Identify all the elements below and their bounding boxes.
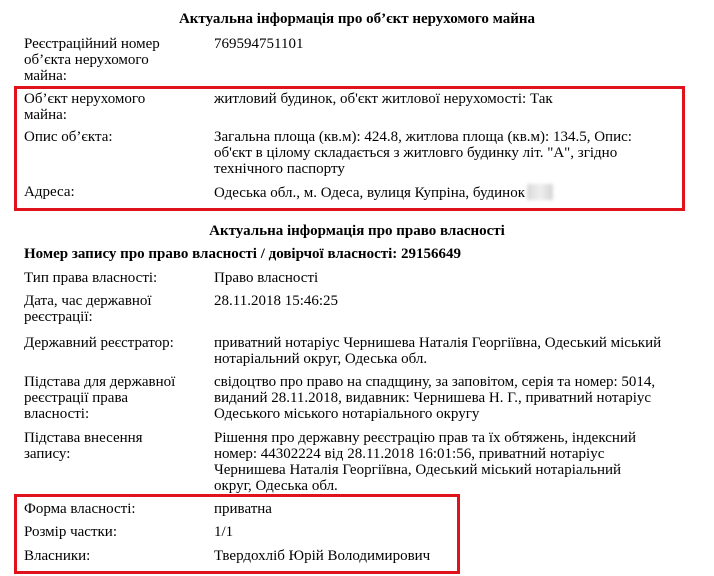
- registration-date-value: 28.11.2018 15:46:25: [214, 293, 339, 309]
- object-description-label: Опис об’єкта:: [24, 129, 113, 145]
- address-value: Одеська обл., м. Одеса, вулиця Купріна, будинок: [214, 185, 525, 201]
- ownership-form-label: Форма власності:: [24, 501, 136, 517]
- entry-basis-label: Підстава внесення запису:: [24, 430, 143, 462]
- object-type-value: житловий будинок, об'єкт житлової нерухомості: Так: [214, 91, 553, 107]
- registration-basis-value: свідоцтво про право на спадщину, за заповітом, серія та номер: 5014, виданий 28.11.2018, видавник: Чернишева Н. Г., приватний нотаріус Одеського міського нотаріального округу: [214, 374, 656, 422]
- object-description-value: Загальна площа (кв.м): 424.8, житлова площа (кв.м): 134.5, Опис: об'єкт в цілому складається з житловго будинку літ. "А", згідно технічного паспорту: [214, 129, 632, 177]
- state-registrar-label: Державний реєстратор:: [24, 335, 174, 351]
- registration-number-value: 769594751101: [214, 36, 304, 52]
- highlight-box-object: [14, 86, 685, 211]
- share-size-value: 1/1: [214, 524, 234, 540]
- ownership-type-value: Право власності: [214, 270, 319, 286]
- state-registrar-value: приватний нотаріус Чернишева Наталія Георгіївна, Одеський міський нотаріальний округ, Одеська обл.: [214, 335, 662, 367]
- ownership-section-title: Актуальна інформація про право власності: [209, 223, 505, 239]
- ownership-type-label: Тип права власності:: [24, 270, 158, 286]
- entry-basis-value: Рішення про державну реєстрацію прав та їх обтяжень, індексний номер: 44302224 від 28.11.2018 16:01:56, приватний нотаріус Чернишева Наталія Георгіївна, Одеський міський нотаріальний округ, Одеська обл.: [214, 430, 636, 494]
- owners-value: Твердохліб Юрій Володимирович: [214, 548, 431, 564]
- highlight-box-owners: [14, 494, 460, 574]
- registration-date-label: Дата, час державної реєстрації:: [24, 293, 152, 325]
- ownership-record-number: Номер запису про право власності / довірчої власності: 29156649: [24, 246, 462, 262]
- property-section-title: Актуальна інформація про об’єкт нерухомого майна: [178, 11, 536, 27]
- share-size-label: Розмір частки:: [24, 524, 117, 540]
- registration-basis-label: Підстава для державної реєстрації права власності:: [24, 374, 176, 422]
- ownership-form-value: приватна: [214, 501, 272, 517]
- object-type-label: Об’єкт нерухомого майна:: [24, 91, 146, 123]
- registration-number-label: Реєстраційний номер об’єкта нерухомого майна:: [24, 36, 160, 84]
- address-label: Адреса:: [24, 184, 75, 200]
- owners-label: Власники:: [24, 548, 91, 564]
